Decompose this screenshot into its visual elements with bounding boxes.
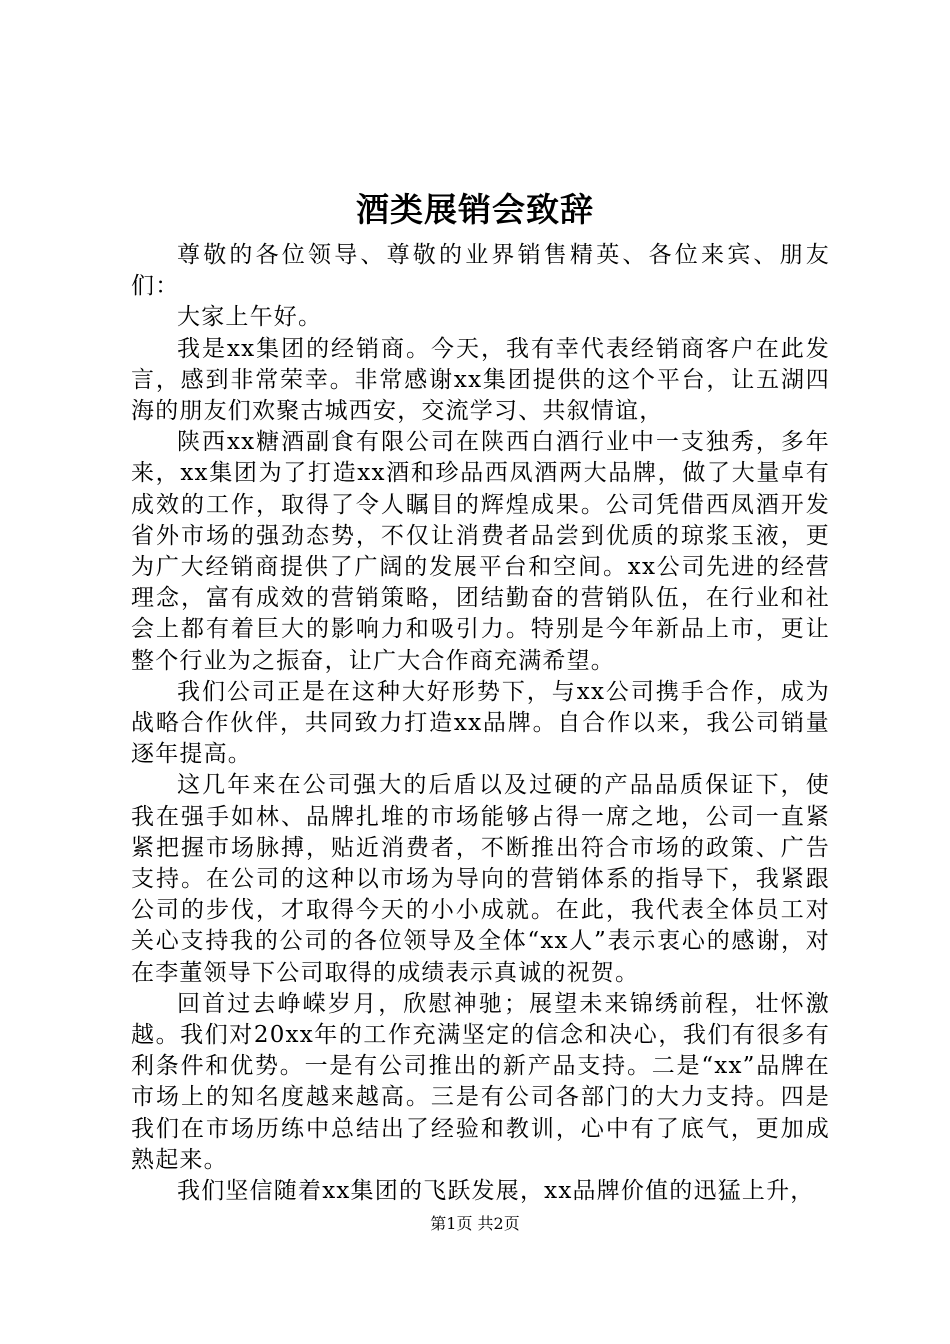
paragraph-closing-start: 我们坚信随着xx集团的飞跃发展，xx品牌价值的迅猛上升，: [177, 1178, 815, 1205]
document-title: 酒类展销会致辞: [356, 190, 594, 229]
paragraph-gratitude: 这几年来在公司强大的后盾以及过硬的产品品质保证下，使我在强手如林、品牌扎堆的市场能够占得一席之地，公司一直紧紧把握市场脉搏，贴近消费者，不断推出符合市场的政策、广告支持。在公司的这种以市场为导向的营销体系的指导下，我紧跟公司的步伐，才取得今天的小小成就。在此，我代表全体员工对关心支持我的公司的各位领导及全体“xx人”表示衷心的感谢，对在李董领导下公司取得的成绩表示真诚的祝贺。: [131, 772, 830, 986]
page-number-footer: 第1页 共2页: [430, 1214, 520, 1233]
paragraph-salutation: 尊敬的各位领导、尊敬的业界销售精英、各位来宾、朋友们：: [131, 242, 830, 300]
paragraph-outlook: 回首过去峥嵘岁月，欣慰神驰；展望未来锦绣前程，壮怀激越。我们对20xx年的工作充满坚定的信念和决心，我们有很多有利条件和优势。一是有公司推出的新产品支持。二是“xx”品牌在市场上的知名度越来越高。三是有公司各部门的大力支持。四是我们在市场历练中总结出了经验和教训，心中有了底气，更加成熟起来。: [131, 990, 830, 1173]
document-body: [131, 240, 830, 1207]
paragraph-greeting: 大家上午好。: [177, 304, 323, 331]
paragraph-partnership: 我们公司正是在这种大好形势下，与xx公司携手合作，成为战略合作伙伴，共同致力打造xx品牌。自合作以来，我公司销量逐年提高。: [131, 678, 830, 768]
paragraph-company-praise: 陕西xx糖酒副食有限公司在陕西白酒行业中一支独秀，多年来，xx集团为了打造xx酒和珍品西凤酒两大品牌，做了大量卓有成效的工作，取得了令人瞩目的辉煌成果。公司凭借西凤酒开发省外市场的强劲态势，不仅让消费者品尝到优质的琼浆玉液，更为广大经销商提供了广阔的发展平台和空间。xx公司先进的经营理念，富有成效的营销策略，团结勤奋的营销队伍，在行业和社会上都有着巨大的影响力和吸引力。特别是今年新品上市，更让整个行业为之振奋，让广大合作商充满希望。: [131, 429, 830, 674]
paragraph-introduction: 我是xx集团的经销商。今天，我有幸代表经销商客户在此发言，感到非常荣幸。非常感谢xx集团提供的这个平台，让五湖四海的朋友们欢聚古城西安，交流学习、共叙情谊，: [131, 335, 830, 425]
